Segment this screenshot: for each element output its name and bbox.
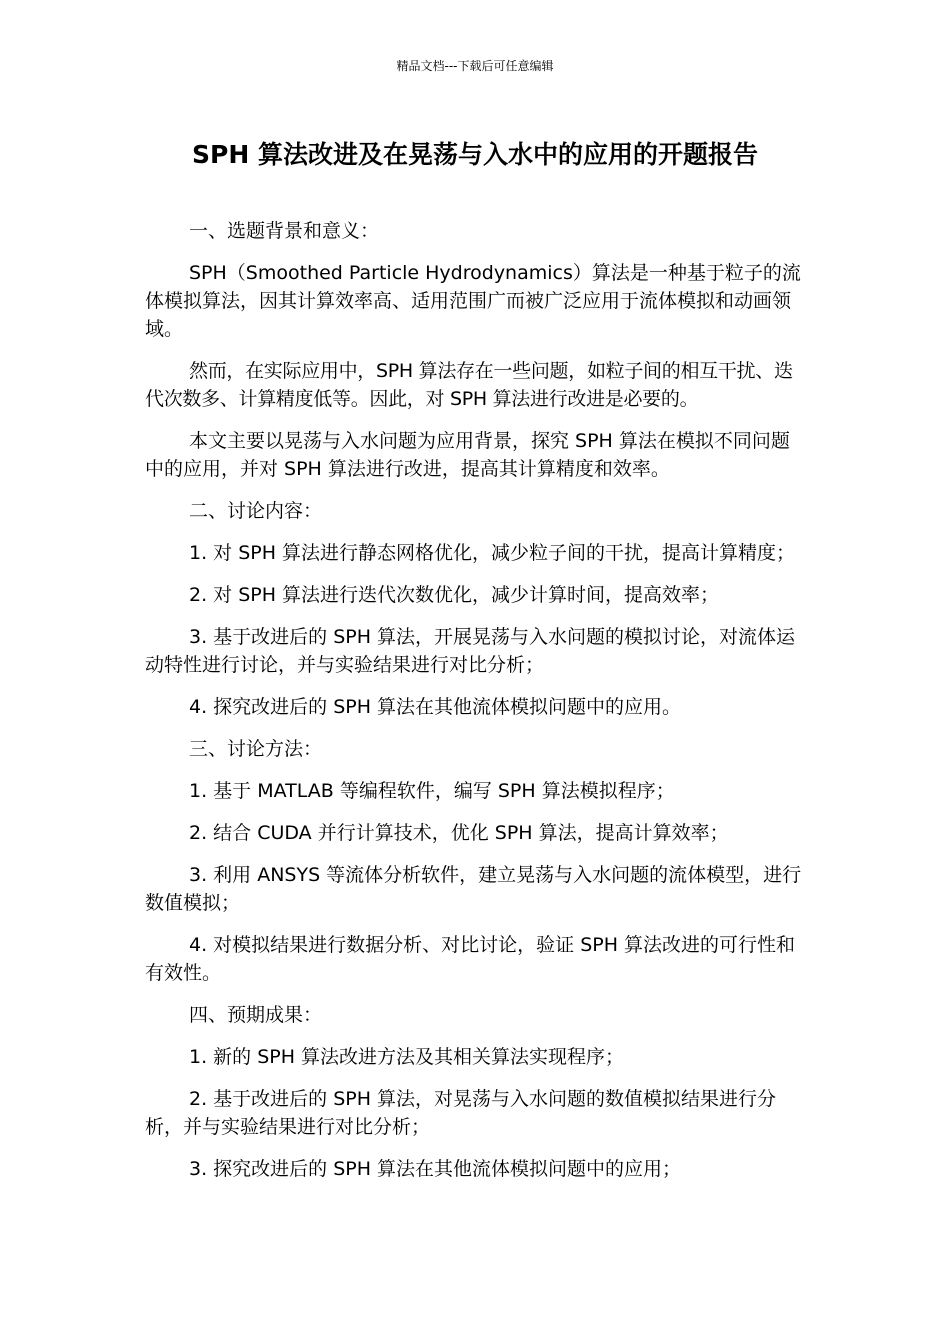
section-heading-content: 二、讨论内容： [189,500,323,522]
section-heading-methods: 三、讨论方法： [189,738,323,760]
outcome-item-1: 1. 新的 SPH 算法改进方法及其相关算法实现程序； [189,1046,625,1068]
document-title: SPH 算法改进及在晃荡与入水中的应用的开题报告 [192,140,758,169]
section-heading-background: 一、选题背景和意义： [189,220,380,242]
paragraph-sph-problems: 然而，在实际应用中，SPH 算法存在一些问题，如粒子间的相互干扰、迭代次数多、计算精度低等。因此，对 SPH 算法进行改进是必要的。 [145,360,793,410]
outcome-item-3: 3. 探究改进后的 SPH 算法在其他流体模拟问题中的应用； [189,1158,682,1180]
method-item-4: 4. 对模拟结果进行数据分析、对比讨论，验证 SPH 算法改进的可行性和有效性。 [145,934,796,984]
document-body [145,217,807,1197]
method-item-3: 3. 利用 ANSYS 等流体分析软件，建立晃荡与入水问题的流体模型，进行数值模拟； [145,864,802,914]
content-item-3: 3. 基于改进后的 SPH 算法，开展晃荡与入水问题的模拟讨论，对流体运动特性进行讨论，并与实验结果进行对比分析； [145,626,796,676]
paragraph-research-focus: 本文主要以晃荡与入水问题为应用背景，探究 SPH 算法在模拟不同问题中的应用，并对 SPH 算法进行改进，提高其计算精度和效率。 [145,430,790,480]
content-item-2: 2. 对 SPH 算法进行迭代次数优化，减少计算时间，提高效率； [189,584,720,606]
outcome-item-2: 2. 基于改进后的 SPH 算法，对晃荡与入水问题的数值模拟结果进行分析，并与实验结果进行对比分析； [145,1088,777,1138]
method-item-2: 2. 结合 CUDA 并行计算技术，优化 SPH 算法，提高计算效率； [189,822,729,844]
content-item-1: 1. 对 SPH 算法进行静态网格优化，减少粒子间的干扰，提高计算精度； [189,542,796,564]
method-item-1: 1. 基于 MATLAB 等编程软件，编写 SPH 算法模拟程序； [189,780,675,802]
content-item-4: 4. 探究改进后的 SPH 算法在其他流体模拟问题中的应用。 [189,696,682,718]
section-heading-outcomes: 四、预期成果： [189,1004,323,1026]
paragraph-sph-intro: SPH（Smoothed Particle Hydrodynamics）算法是一种基于粒子的流体模拟算法，因其计算效率高、适用范围广而被广泛应用于流体模拟和动画领域。 [145,262,801,340]
header-note: 精品文档---下载后可任意编辑 [396,59,554,73]
